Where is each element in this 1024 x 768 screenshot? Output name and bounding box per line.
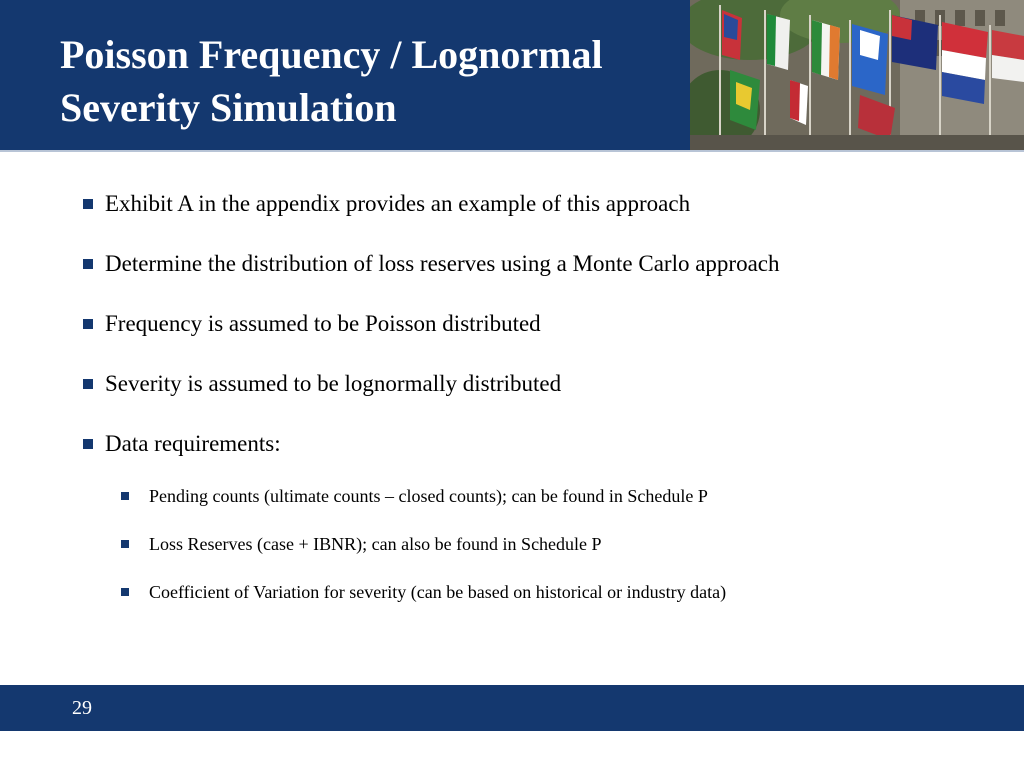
header-divider (0, 150, 1024, 152)
bullet-text: Exhibit A in the appendix provides an example of this approach (105, 191, 691, 216)
sub-bullet-text: Loss Reserves (case + IBNR); can also be found in Schedule P (149, 534, 602, 554)
flags-photo-illustration (690, 0, 1024, 150)
header-bar (0, 0, 1024, 150)
square-bullet-icon (83, 439, 93, 449)
bullet-item (80, 250, 1000, 278)
slide-title-line-1: Poisson Frequency / Lognormal (60, 32, 603, 77)
flags-photo (690, 0, 1024, 150)
page-number: 29 (72, 697, 92, 719)
sub-bullet-text: Coefficient of Variation for severity (can be based on historical or industry data) (149, 582, 727, 602)
sub-bullet-item (80, 485, 1000, 507)
slide-title-line-2: Severity Simulation (60, 85, 397, 130)
square-bullet-icon (121, 540, 129, 548)
square-bullet-icon (83, 379, 93, 389)
bullet-item (80, 370, 1000, 398)
square-bullet-icon (83, 319, 93, 329)
square-bullet-icon (121, 492, 129, 500)
sub-bullet-text: Pending counts (ultimate counts – closed counts); can be found in Schedule P (149, 486, 708, 506)
square-bullet-icon (83, 259, 93, 269)
slide-title (60, 28, 690, 134)
square-bullet-icon (121, 588, 129, 596)
bullet-text: Determine the distribution of loss reserves using a Monte Carlo approach (105, 251, 780, 276)
sub-bullet-item (80, 581, 1000, 603)
bullet-item (80, 310, 1000, 338)
bullet-text: Data requirements: (105, 431, 281, 456)
footer-bar (0, 685, 1024, 731)
slide-body (80, 190, 1000, 629)
square-bullet-icon (83, 199, 93, 209)
bullet-text: Frequency is assumed to be Poisson distributed (105, 311, 541, 336)
bullet-item (80, 190, 1000, 218)
bullet-text: Severity is assumed to be lognormally distributed (105, 371, 562, 396)
sub-bullet-item (80, 533, 1000, 555)
bullet-item (80, 430, 1000, 458)
